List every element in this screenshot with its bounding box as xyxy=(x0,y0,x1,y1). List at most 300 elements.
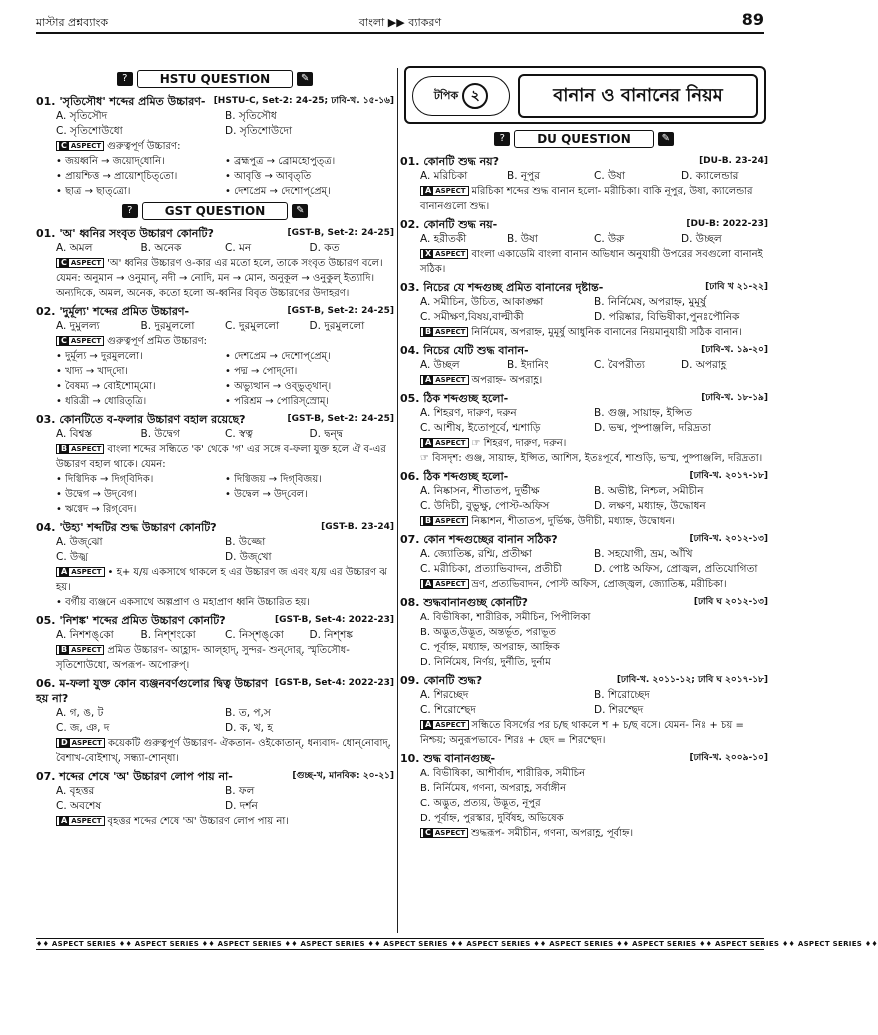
question-text: 03. নিচের যে শব্দগুচ্ছ প্রমিত বানানের দৃষ্টান্ত- xyxy=(400,281,604,294)
question-icon: ? xyxy=(117,72,133,86)
question-block xyxy=(400,391,768,466)
option: B. উজ্জো xyxy=(225,536,266,548)
question-title xyxy=(400,280,768,295)
option: B. নিশ্‌শংকো xyxy=(140,629,196,641)
answer-letter: B xyxy=(61,444,68,453)
aspect-label: ASPECT xyxy=(435,376,466,384)
bullet-text: ছাত্র → ছাত্‌ত্রো। xyxy=(65,186,131,197)
options-row xyxy=(36,241,394,256)
question-block xyxy=(400,217,768,277)
question-block xyxy=(400,343,768,388)
explanation-text: • হ+ য/য় একসাথে থাকলে হ এর উচ্চারণ জ এবং য/য় এর উচ্চারণ ঝ হয়। xyxy=(56,567,387,593)
book-icon: ✎ xyxy=(297,72,313,86)
explanation xyxy=(36,565,394,595)
option: A. বৃহত্তর xyxy=(56,785,95,797)
option: C. আশীষ, ইতোপূর্বে, শ্মশাড়ি xyxy=(420,422,541,434)
chapter-title-box xyxy=(404,66,766,124)
aspect-explanation-icon xyxy=(56,816,105,826)
bullet-item: • জয়ধ্বনি → জয়োদ্‌ধোনি। xyxy=(56,156,165,167)
topic-number: ২ xyxy=(462,83,488,109)
options-row xyxy=(36,427,394,442)
explanation-text: প্রমিত উচ্চারণ- আহ্লাদ- আল্‌হাদ্‌, সুন্দর- শুন্‌দোর্‌, স্মৃতিসৌধ- সৃতিশোউধো, অপরূপ- অপোরুপ্‌। xyxy=(56,645,350,671)
bullet-list xyxy=(36,349,394,409)
bullet-item: • আবৃত্তি → আবৃত্‌তি xyxy=(225,171,312,182)
question-text: 02. 'দুর্মূল্য' শব্দের প্রমিত উচ্চারণ- xyxy=(36,305,190,318)
book-icon: ✎ xyxy=(292,204,308,218)
aspect-explanation-icon xyxy=(420,186,469,196)
bullet-item: • প্রায়শ্চিত্ত → প্রায়োশ্‌চিত্‌তো। xyxy=(56,171,178,182)
option: A. দুমুলল্য xyxy=(56,320,100,332)
option: A. নিষ্কাসন, শীতাতপ, দুর্ভীক্ষ xyxy=(420,485,540,497)
options-grid xyxy=(36,109,394,139)
explanation-text: শুদ্ধরূপ- সমীচীন, গণনা, অপরাহ্ণ, পূর্বাহ্ন। xyxy=(471,828,634,839)
question-title xyxy=(36,226,394,241)
question-text: 01. 'সৃতিসৌধ' শব্দের প্রমিত উচ্চারণ- xyxy=(36,95,206,108)
option: A. অমল xyxy=(56,242,93,254)
question-text: 02. কোনটি শুদ্ধ নয়- xyxy=(400,218,498,231)
answer-letter: A xyxy=(425,438,432,447)
question-text: 07. শব্দের শেষে 'অ' উচ্চারণ লোপ পায় না- xyxy=(36,770,233,783)
explanation xyxy=(400,718,768,748)
question-source: [GST-B, Set-4: 2022-23] xyxy=(275,615,394,625)
option: B. অভীষ্ট, নিশ্চল, সমীচীন xyxy=(594,485,704,497)
options-row xyxy=(36,628,394,643)
bullet-item: • উদ্বেল → উদ্‌বেল। xyxy=(225,489,308,500)
option: B. গুঞ্জ, সায়াহ্ন, ইপ্সিত xyxy=(594,407,692,419)
subject-breadcrumb: বাংলা ▶▶ ব্যাকরণ xyxy=(358,16,442,29)
explanation xyxy=(400,373,768,388)
question-source: [ঢাবি-খ. ২০১৭-১৮] xyxy=(689,471,768,481)
option: D. নির্নিমেষ, নির্ণয়, দুর্নীতি, দুর্নাম xyxy=(420,657,551,668)
explanation-text: ভ্রণ, প্রত্যভিবাদন, পোস্ট অফিস, প্রোজ্জ্বল, জ্যোতিষ্ক, মরীচিকা। xyxy=(471,579,727,590)
option: C. দুরমুললো xyxy=(225,320,280,332)
option: C. উষা xyxy=(594,170,626,182)
question-text: 10. শুদ্ধ বানানগুচ্ছ- xyxy=(400,752,496,765)
question-block xyxy=(400,469,768,529)
option: B. অনেক xyxy=(140,242,182,254)
aspect-explanation-icon xyxy=(420,249,468,259)
option: D. শিরশ্ছেদ xyxy=(594,704,644,716)
question-text: 03. কোনটিতে ব-ফলার উচ্চারণ বহাল রয়েছে? xyxy=(36,413,246,426)
section-header xyxy=(400,130,768,148)
option: C. সৃতিশোউধো xyxy=(56,125,123,137)
aspect-label: ASPECT xyxy=(71,739,102,747)
question-title xyxy=(400,532,768,547)
options-grid xyxy=(400,484,768,514)
question-block xyxy=(36,94,394,199)
bullet-item: • দেশপ্রেম → দেশোপ্‌প্রেম্‌। xyxy=(225,351,331,362)
option: D. নিশ্‌শঙ্ক xyxy=(309,629,353,641)
column-divider xyxy=(397,68,398,933)
option: A. হরীতকী xyxy=(420,233,467,245)
options-grid xyxy=(400,295,768,325)
option: D. সৃতিশোউদো xyxy=(225,125,293,137)
option: B. নির্নিমেষ, গণনা, অপরাহ্ণ, সর্বাঙ্গীন xyxy=(420,783,567,794)
option: C. মন xyxy=(225,242,252,254)
option: A. সৃতিসৌদ xyxy=(56,110,108,122)
question-source: [GST-B, Set-2: 24-25] xyxy=(287,306,394,316)
book-icon: ✎ xyxy=(658,132,674,146)
aspect-explanation-icon xyxy=(420,579,469,589)
answer-letter: B xyxy=(61,645,68,654)
aspect-label: ASPECT xyxy=(71,817,102,825)
option: A. নিশশঙ্‌কো xyxy=(56,629,114,641)
aspect-label: ASPECT xyxy=(71,445,102,453)
option: A. সমীচিন, উচিত, আকাঙ্ক্ষা xyxy=(420,296,544,308)
option: D. দুরমুললো xyxy=(309,320,365,332)
answer-letter: B xyxy=(425,327,432,336)
option: D. কত xyxy=(309,242,340,254)
question-source: [DU-B. 23-24] xyxy=(699,156,768,166)
aspect-label: ASPECT xyxy=(435,721,466,729)
explanation-text: অপরাহ্ন- অপরাহ্ণ। xyxy=(471,375,543,386)
bullet-text: পরিশ্রম → পোরিস্‌স্রোম্‌। xyxy=(234,396,329,407)
question-source: [DU-B: 2022-23] xyxy=(686,219,768,229)
question-source: [গুচ্ছ-খ, মানবিক: ২০-২১] xyxy=(292,771,394,781)
explanation xyxy=(400,826,768,841)
options-grid xyxy=(400,688,768,718)
bullet-text: দুর্মূল্য → দুরমুললো। xyxy=(65,351,143,362)
page-header xyxy=(36,10,764,34)
aspect-label: ASPECT xyxy=(435,187,466,195)
option: B. শিরোচ্ছেদ xyxy=(594,689,650,701)
aspect-explanation-icon xyxy=(420,828,468,838)
options-list xyxy=(400,610,768,670)
option: D. দর্শন xyxy=(225,800,258,812)
question-source: [ঢাবি-খ. ১৮-১৯] xyxy=(701,393,768,403)
question-block xyxy=(400,673,768,748)
explanation xyxy=(400,325,768,340)
answer-letter: C xyxy=(61,258,67,267)
question-text: 04. 'উহ্য' শব্দটির শুদ্ধ উচ্চারণ কোনটি? xyxy=(36,521,217,534)
options-row xyxy=(400,232,768,247)
note: ☞ বিসদৃশ: গুঞ্জ, সায়াহ্ন, ইপ্সিত, আশিস, ইতঃপূর্বে, শাশুড়ি, ভস্ম, পুষ্পাঞ্জলি, দরিদ্রতা। xyxy=(420,453,763,464)
explanation-text: বাংলা শব্দের সন্ধিতে 'ক' থেকে 'গ' এর সঙ্গে ব-ফলা যুক্ত হলে ঐ ব-এর উচ্চারণ বহাল থাকে। যেমন: xyxy=(56,444,386,470)
bullet-text: ব্রহ্মপুত্র → ব্রোমহোপুত্‌ত্র। xyxy=(234,156,336,167)
aspect-explanation-icon xyxy=(420,375,469,385)
answer-letter: A xyxy=(425,375,432,384)
explanation xyxy=(36,643,394,673)
question-block xyxy=(400,154,768,214)
bullet-item: • পরিশ্রম → পোরিস্‌স্রোম্‌। xyxy=(225,396,329,407)
options-row xyxy=(400,169,768,184)
bullet-text: দেশপ্রেম → দেশোপ্‌প্রেম্‌। xyxy=(234,186,331,197)
option: B. ত, প,স xyxy=(225,707,271,719)
aspect-explanation-icon xyxy=(56,645,104,655)
question-text: 05. ঠিক শব্দগুচ্ছ হলো- xyxy=(400,392,509,405)
option: A. উজ্‌ঝো xyxy=(56,536,103,548)
option: B. নূপুর xyxy=(507,170,541,182)
options-row xyxy=(36,319,394,334)
section-header xyxy=(36,70,394,88)
question-title xyxy=(36,676,394,706)
aspect-explanation-icon xyxy=(56,258,104,268)
option: B. দুরমুললো xyxy=(140,320,195,332)
option: D. লক্ষণ, মধ্যাহ্ন, উদ্ধোধন xyxy=(594,500,706,512)
explanation xyxy=(36,334,394,349)
question-source: [ঢাবি খ ২১-২২] xyxy=(705,282,768,292)
options-row xyxy=(400,358,768,373)
option: A. জ্যোতিষ্ক, রশ্মি, প্রতীক্ষা xyxy=(420,548,532,560)
explanation xyxy=(400,577,768,592)
aspect-explanation-icon xyxy=(420,516,468,526)
bullet-item: • ঋগ্বেদ → রিগ্‌বেদ। xyxy=(56,504,137,515)
bullet-item: • দিগ্বিদিক → দিগ্‌বিদিক। xyxy=(56,474,154,485)
option: A. মরিচিকা xyxy=(420,170,468,182)
question-block xyxy=(400,751,768,841)
option: A. উচ্ছল xyxy=(420,359,460,371)
option: B. নির্নিমেষ, অপরাহ্ন, মুমূর্ষু xyxy=(594,296,706,308)
options-grid xyxy=(36,784,394,814)
aspect-label: ASPECT xyxy=(71,646,102,654)
options-grid xyxy=(36,706,394,736)
bullet-text: খাদ্য → খাদ্‌দো। xyxy=(65,366,128,377)
explanation xyxy=(36,814,394,829)
option: A. বিভীষিকা, আশীর্বাদ, শারীরিক, সমীচিন xyxy=(420,768,586,779)
question-title xyxy=(36,613,394,628)
explanation-text: নির্নিমেষ, অপরাহ্ন, মুমূর্ষু আধুনিক বানানের নিয়মানুযায়ী সঠিক বানান। xyxy=(471,327,742,338)
aspect-label: ASPECT xyxy=(70,337,102,345)
question-block xyxy=(36,304,394,409)
bullet-item: • অভ্যুত্থান → ওব্‌ভুত্‌থান্‌। xyxy=(225,381,332,392)
answer-letter: A xyxy=(425,720,432,729)
option: B. সৃতিসৌধ xyxy=(225,110,277,122)
aspect-explanation-icon xyxy=(56,444,104,454)
aspect-explanation-icon xyxy=(56,336,104,346)
section-header xyxy=(36,202,394,220)
answer-letter: A xyxy=(61,567,68,576)
option: D. পোষ্ট অফিস, প্রোজ্বল, প্রতিযোগিতা xyxy=(594,563,758,575)
aspect-label: ASPECT xyxy=(434,829,466,837)
bullet-text: ধরিত্রী → ধোরিত্‌ত্রি। xyxy=(65,396,147,407)
section-title: HSTU QUESTION xyxy=(137,70,293,88)
section-title: DU QUESTION xyxy=(514,130,654,148)
question-title xyxy=(400,391,768,406)
bullet-text: জয়ধ্বনি → জয়োদ্‌ধোনি। xyxy=(65,156,165,167)
bullet-item: • বৈষম্য → বোইশোম্‌মো। xyxy=(56,381,156,392)
question-source: [ঢাবি-খ. ২০১১-১২; ঢাবি ঘ ২০১৭-১৮] xyxy=(616,675,768,685)
aspect-explanation-icon xyxy=(420,438,469,448)
question-title xyxy=(400,595,768,610)
option: C. অদ্ভুত, প্রত্যয়, উদ্ভূত, নূপুর xyxy=(420,798,541,809)
bullet-text: প্রায়শ্চিত্ত → প্রায়োশ্‌চিত্‌তো। xyxy=(65,171,178,182)
section-title: GST QUESTION xyxy=(142,202,289,220)
right-column xyxy=(400,130,768,990)
question-source: [GST-B, Set-2: 24-25] xyxy=(287,414,394,424)
bullet-text: আবৃত্তি → আবৃত্‌তি xyxy=(234,171,312,182)
explanation xyxy=(400,247,768,277)
explanation xyxy=(36,256,394,301)
answer-letter: X xyxy=(425,249,432,258)
explanation-text: সন্ধিতে বিসর্গের পর চ/ছ থাকলে শ + চ/ছ বসে। যেমন- নিঃ + চয় = নিশ্চয়; অনুরূপভাবে- শিরঃ + ছেদ = শিরশ্ছেদ। xyxy=(420,720,744,746)
question-block xyxy=(36,520,394,610)
question-source: [GST-B, Set-2: 24-25] xyxy=(287,228,394,238)
question-title xyxy=(36,769,394,784)
question-title xyxy=(400,217,768,232)
aspect-label: ASPECT xyxy=(435,328,466,336)
option: B. উষা xyxy=(507,233,538,245)
bullet-item: • উদ্বেগ → উদ্‌বেগ। xyxy=(56,489,137,500)
question-block xyxy=(36,226,394,301)
option: D. ক, খ, হ xyxy=(225,722,273,734)
explanation-text: 'অ' ধ্বনির উচ্চারণ ও-কার এর মতো হলে, তাকে সংবৃত উচ্চারণ বলে। যেমন: অনুমান → ওনুমান্‌, নদী → নোদি, মন → মোন, অনুকূল → ওনুকুল্‌ ইত্যাদি। অন্যদিকে, অমল, অনেক, কতো হলো অ-ধ্বনির বিবৃত উচ্চারণের উদাহরণ। xyxy=(56,258,383,299)
aspect-label: ASPECT xyxy=(435,517,466,525)
question-icon: ? xyxy=(494,132,510,146)
explanation xyxy=(400,514,768,529)
option: C. মরীচিকা, প্রত্যাভিবাদন, প্রতীচী xyxy=(420,563,562,575)
bullet-text: উদ্বেগ → উদ্‌বেগ। xyxy=(65,489,137,500)
note: • বর্গীয় ব্যঞ্জনে একসাথে অল্পপ্রাণ ও মহাপ্রাণ ধ্বনি উচ্চারিত হয়। xyxy=(56,597,310,608)
question-text: 06. ম-ফলা যুক্ত কোন ব্যঞ্জনবর্ণগুলোর দ্বিত্ব উচ্চারণ হয় না? xyxy=(36,677,268,705)
option: D. উচ্ছল xyxy=(681,233,722,245)
question-block xyxy=(400,595,768,670)
question-text: 01. কোনটি শুদ্ধ নয়? xyxy=(400,155,499,168)
question-text: 01. 'অ' ধ্বনির সংবৃত উচ্চারণ কোনটি? xyxy=(36,227,214,240)
bullet-text: দিগ্বিদিক → দিগ্‌বিদিক। xyxy=(65,474,154,485)
explanation xyxy=(400,184,768,214)
option: C. উজ্ঝ xyxy=(56,551,89,563)
question-text: 07. কোন শব্দগুচ্ছের বানান সঠিক? xyxy=(400,533,558,546)
aspect-label: ASPECT xyxy=(435,580,466,588)
book-title: মাস্টার প্রশ্নব্যাংক xyxy=(36,16,109,29)
options-grid xyxy=(400,547,768,577)
question-source: [ঢাবি ঘ ২০১২-১৩] xyxy=(693,597,768,607)
chapter-title: বানান ও বানানের নিয়ম xyxy=(518,74,758,118)
option: C. পূর্বাহ্ন, মধ্যাহ্ন, অপরাহ্ন, আহ্নিক xyxy=(420,642,560,653)
answer-letter: D xyxy=(61,738,68,747)
answer-letter: A xyxy=(61,816,68,825)
explanation-text: ☞ শিহরণ, দারুণ, দরুন। xyxy=(471,438,567,449)
answer-letter: C xyxy=(61,336,67,345)
option: A. শিহরণ, দারুণ, দরুন xyxy=(420,407,517,419)
question-title xyxy=(400,343,768,358)
aspect-explanation-icon xyxy=(56,141,104,151)
question-source: [GST-B. 23-24] xyxy=(321,522,394,532)
option: C. সমীক্ষণ,বিষয়,বাল্মীকী xyxy=(420,311,524,323)
question-block xyxy=(36,769,394,829)
bullet-item: • দেশপ্রেম → দেশোপ্‌প্রেম্‌। xyxy=(225,186,331,197)
bullet-item: • ব্রহ্মপুত্র → ব্রোমহোপুত্‌ত্র। xyxy=(225,156,336,167)
question-source: [ঢাবি-খ. ১৯-২০] xyxy=(701,345,768,355)
left-column xyxy=(36,70,394,930)
option: B. ইদানিং xyxy=(507,359,549,371)
bullet-text: উদ্বেল → উদ্‌বেল। xyxy=(234,489,308,500)
option: C. জ, ঞ, দ xyxy=(56,722,110,734)
option: C. বৈপরীত্য xyxy=(594,359,645,371)
option: A. বিভীষিকা, শারীরিক, সমীচিন, পিপীলিকা xyxy=(420,612,591,623)
bullet-item: • দুর্মূল্য → দুরমুললো। xyxy=(56,351,143,362)
question-title xyxy=(400,751,768,766)
question-text: 06. ঠিক শব্দগুচ্ছ হলো- xyxy=(400,470,509,483)
options-grid xyxy=(400,406,768,436)
bullet-text: অভ্যুত্থান → ওব্‌ভুত্‌থান্‌। xyxy=(234,381,332,392)
footer-band: ♦♦ ASPECT SERIES ♦♦ ASPECT SERIES ♦♦ ASPECT SERIES ♦♦ ASPECT SERIES ♦♦ ASPECT SERIES ♦♦ ASPECT SERIES ♦♦ ASPECT SERIES ♦♦ ASPECT SERIES ♦♦ ASPECT SERIES ♦♦ ASPECT SERIES ♦♦ xyxy=(36,940,878,948)
bullet-item: • ধরিত্রী → ধোরিত্‌ত্রি। xyxy=(56,396,147,407)
question-text: 04. নিচের যেটি শুদ্ধ বানান- xyxy=(400,344,529,357)
option: D. ভষ্ম, পুষ্পাঞ্জলি, দরিদ্রতা xyxy=(594,422,711,434)
explanation-text: বৃহত্তর শব্দের শেষে 'অ' উচ্চারণ লোপ পায় না। xyxy=(107,816,289,827)
option: B. ফল xyxy=(225,785,255,797)
bullet-text: পদ্ম → পোদ্‌দো। xyxy=(234,366,298,377)
aspect-label: ASPECT xyxy=(70,259,102,267)
question-title xyxy=(400,469,768,484)
option: D. উজ্‌খো xyxy=(225,551,272,563)
question-icon: ? xyxy=(122,204,138,218)
question-text: 05. 'নিশঙ্ক' শব্দের প্রমিত উচ্চারণ কোনটি? xyxy=(36,614,226,627)
option: C. স্বত্ব xyxy=(225,428,253,440)
option: D. দ্বন্দ্ব xyxy=(309,428,344,440)
question-source: [ঢাবি-খ. ২০০৯-১০] xyxy=(689,753,768,763)
topic-label: টপিক xyxy=(433,88,459,102)
explanation-text: মরিচিকা শব্দের শুদ্ধ বানান হলো- মরীচিকা। বাকি নূপুর, উষা, ক্যালেন্ডার বানানগুলো শুদ্ধ। xyxy=(420,186,753,212)
aspect-explanation-icon xyxy=(420,720,469,730)
bullet-item: • পদ্ম → পোদ্‌দো। xyxy=(225,366,298,377)
question-source: [HSTU-C, Set-2: 24-25; ঢাবি-খ. ১৫-১৬] xyxy=(213,96,394,106)
option: B. উদ্বেগ xyxy=(140,428,180,440)
question-source: [ঢাবি-খ. ২০১২-১৩] xyxy=(689,534,768,544)
option: C. অবশেষ xyxy=(56,800,102,812)
explanation-text: কয়েকটি গুরুত্বপূর্ণ উচ্চারণ- ঐকতান- ওইকোতান্‌, ধন্যবাদ- ধোন্‌নোবাদ্‌, বৈশাখ-বোইশাখ্‌, সন্ধ্যা-শোন্‌ধা। xyxy=(56,738,391,764)
bullet-list xyxy=(36,472,394,517)
answer-letter: A xyxy=(425,579,432,588)
bullet-text: বৈষম্য → বোইশোম্‌মো। xyxy=(65,381,156,392)
question-block xyxy=(36,412,394,517)
topic-badge xyxy=(412,76,510,116)
answer-letter: A xyxy=(425,186,432,195)
bullet-text: দেশপ্রেম → দেশোপ্‌প্রেম্‌। xyxy=(234,351,331,362)
question-block xyxy=(36,676,394,766)
explanation xyxy=(400,436,768,451)
option: B. সহযোগী, ভ্রম, আঁখি xyxy=(594,548,693,560)
question-title xyxy=(36,520,394,535)
option: C. উরু xyxy=(594,233,625,245)
explanation xyxy=(36,736,394,766)
aspect-explanation-icon xyxy=(420,327,468,337)
bullet-list xyxy=(36,154,394,199)
explanation-text: গুরুত্বপূর্ণ প্রমিত উচ্চারণ: xyxy=(107,336,208,347)
answer-letter: B xyxy=(425,516,432,525)
option: D. অপরাহ্ণ xyxy=(681,359,727,371)
question-text: 09. কোনটি শুদ্ধ? xyxy=(400,674,483,687)
bullet-item: • দিগ্বিজয় → দিগ্‌বিজয়। xyxy=(225,474,322,485)
option: A. বিশ্বস্ত xyxy=(56,428,93,440)
question-block xyxy=(400,280,768,340)
bullet-text: দিগ্বিজয় → দিগ্‌বিজয়। xyxy=(234,474,322,485)
option: A. শিরচ্ছেদ xyxy=(420,689,469,701)
option: B. অদ্ভুত,উদ্ভূত, অন্তর্ভূত, পরাভূত xyxy=(420,627,556,638)
options-grid xyxy=(36,535,394,565)
explanation-text: নিষ্কাশন, শীতাতপ, দুর্ভিক্ষ, উদীচী, মধ্যাহ্ন, উদ্বোধন। xyxy=(471,516,675,527)
option: D. পরিষ্কার, বিভিষীকা,পুনঃপৌনিক xyxy=(594,311,740,323)
explanation xyxy=(36,139,394,154)
option: C. উদিচী, বুভুক্ষু, পোস্ট-অফিস xyxy=(420,500,550,512)
bullet-item: • ছাত্র → ছাত্‌ত্রো। xyxy=(56,186,131,197)
option: C. শিরোশ্ছেদ xyxy=(420,704,476,716)
question-title xyxy=(36,94,394,109)
question-text: 08. শুদ্ধবানানগুচ্ছ কোনটি? xyxy=(400,596,528,609)
option: A. গ, ঙ, ট xyxy=(56,707,104,719)
question-title xyxy=(400,673,768,688)
aspect-explanation-icon xyxy=(56,738,105,748)
bullet-text: ঋগ্বেদ → রিগ্‌বেদ। xyxy=(65,504,137,515)
question-title xyxy=(400,154,768,169)
question-title xyxy=(36,304,394,319)
option: D. পূর্বাহ্ন, পুরস্কার, দুর্বিষহ, অভিষেক xyxy=(420,813,564,824)
explanation xyxy=(36,442,394,472)
answer-letter: C xyxy=(425,828,431,837)
question-block xyxy=(400,532,768,592)
option: D. ক্যালেন্ডার xyxy=(681,170,739,182)
